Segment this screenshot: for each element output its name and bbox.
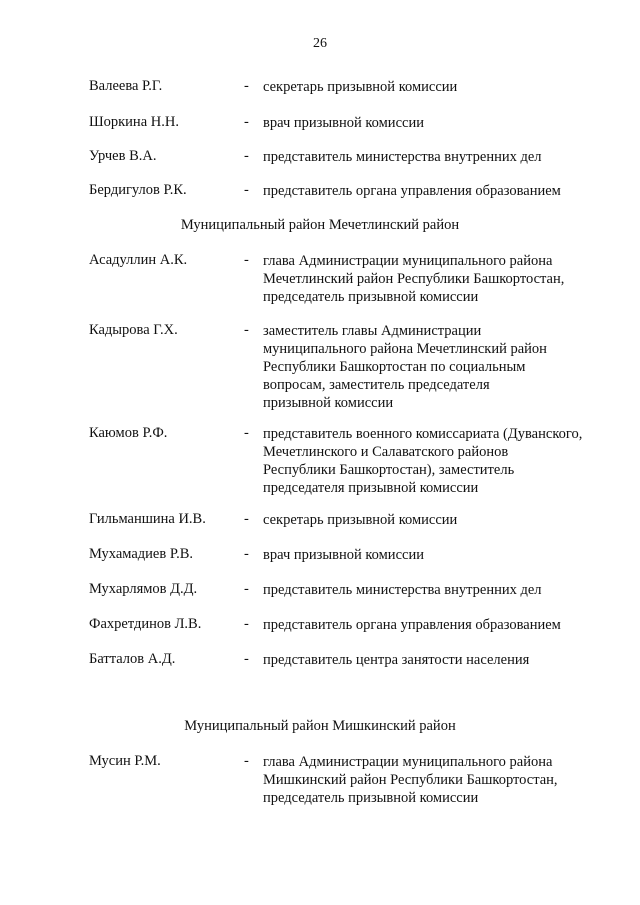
dash-separator: - — [244, 511, 249, 527]
member-role: врач призывной комиссии — [263, 547, 424, 563]
member-name: Мухамадиев Р.В. — [89, 546, 194, 562]
member-role: представитель центра занятости населения — [263, 652, 530, 668]
member-role: представитель министерства внутренних дел — [263, 582, 542, 598]
member-name: Мусин Р.М. — [89, 753, 161, 769]
dash-separator: - — [244, 546, 249, 562]
dash-separator: - — [244, 322, 249, 338]
dash-separator: - — [244, 425, 249, 441]
member-name: Валеева Р.Г. — [89, 78, 163, 94]
member-role: глава Администрации муниципального района Мечетлинский район Республики Башкортостан, председатель призывной комиссии — [263, 253, 565, 305]
dash-separator: - — [244, 148, 249, 164]
dash-separator: - — [244, 114, 249, 130]
dash-separator: - — [244, 753, 249, 769]
member-role: представитель органа управления образованием — [263, 183, 561, 199]
member-name: Урчев В.А. — [89, 148, 157, 164]
section-title: Муниципальный район Мечетлинский район — [180, 217, 460, 233]
dash-separator: - — [244, 581, 249, 597]
dash-separator: - — [244, 182, 249, 198]
page-number: 26 — [313, 36, 327, 51]
dash-separator: - — [244, 252, 249, 268]
member-role: врач призывной комиссии — [263, 115, 424, 131]
member-name: Батталов А.Д. — [89, 651, 176, 667]
member-name: Шоркина Н.Н. — [89, 114, 179, 130]
member-name: Бердигулов Р.К. — [89, 182, 187, 198]
member-name: Кадырова Г.Х. — [89, 322, 178, 338]
member-name: Асадуллин А.К. — [89, 252, 188, 268]
member-role: представитель органа управления образованием — [263, 617, 561, 633]
member-role: секретарь призывной комиссии — [263, 79, 458, 95]
member-role: представитель министерства внутренних дел — [263, 149, 542, 165]
dash-separator: - — [244, 616, 249, 632]
dash-separator: - — [244, 78, 249, 94]
member-role: глава Администрации муниципального района Мишкинский район Республики Башкортостан, председатель призывной комиссии — [263, 754, 558, 806]
member-role: заместитель главы Администрации муниципального района Мечетлинский район Республики Башкортостан по социальным вопросам, заместитель председателя призывной комиссии — [263, 323, 547, 411]
member-name: Гильманшина И.В. — [89, 511, 206, 527]
dash-separator: - — [244, 651, 249, 667]
member-name: Фахретдинов Л.В. — [89, 616, 202, 632]
member-role: представитель военного комиссариата (Дуванского, Мечетлинского и Салаватского районов Республики Башкортостан), заместитель председателя призывной комиссии — [263, 426, 583, 496]
member-name: Каюмов Р.Ф. — [89, 425, 168, 441]
section-title: Муниципальный район Мишкинский район — [184, 718, 456, 734]
member-name: Мухарлямов Д.Д. — [89, 581, 198, 597]
member-role: секретарь призывной комиссии — [263, 512, 458, 528]
